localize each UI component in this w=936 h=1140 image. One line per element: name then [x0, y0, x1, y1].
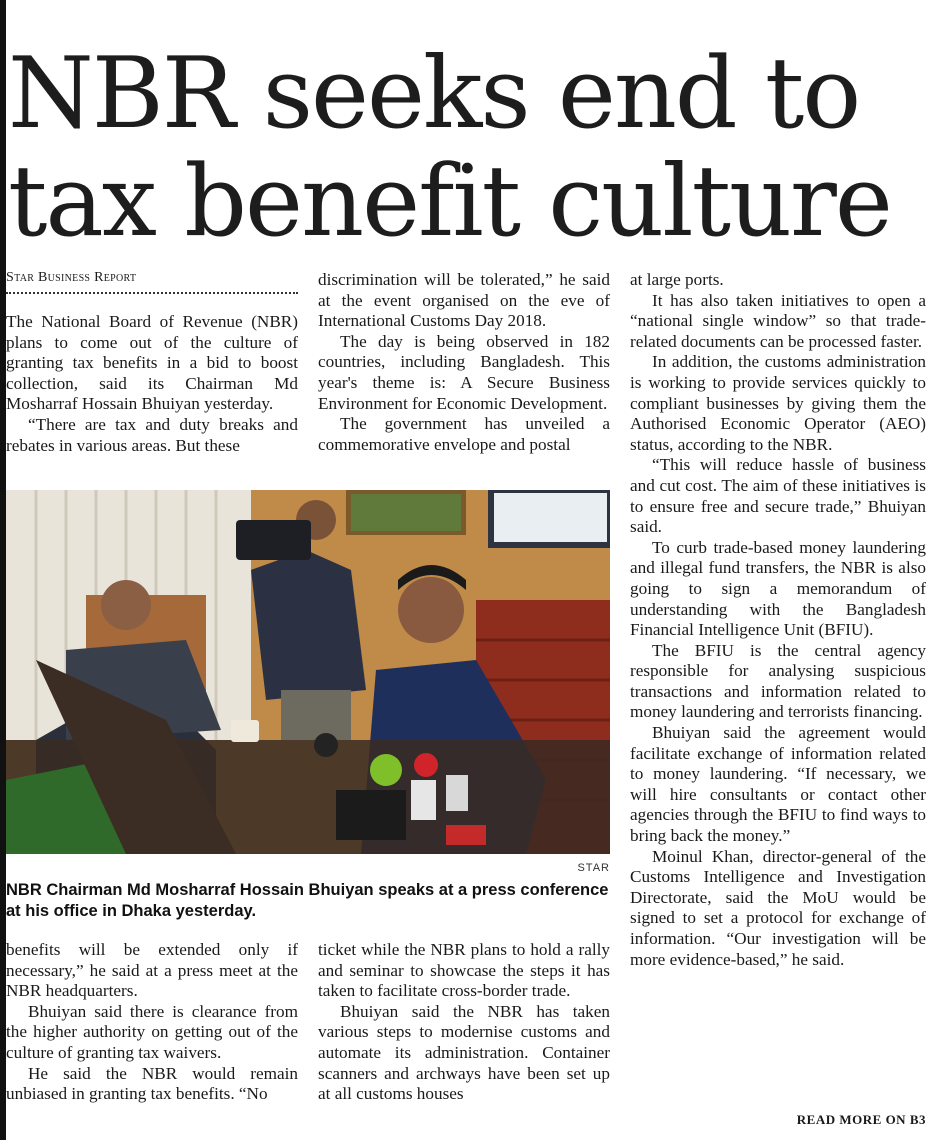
read-more-link[interactable]: READ MORE ON B3 — [796, 1112, 926, 1127]
paragraph: Bhuiyan said the agreement would facilitate exchange of information related to money laundering. “If necessary, we will hire consultants or contact other agencies through the BFIU to find ways to bring back the money.” — [630, 723, 926, 846]
column-3 — [630, 270, 926, 970]
paragraph: The National Board of Revenue (NBR) plans to come out of the culture of granting tax benefits in a bid to boost collection, said its Chairman Md Mosharraf Hossain Bhuiyan yesterday. — [6, 312, 298, 414]
photo-credit: STAR — [577, 862, 610, 874]
photo-caption: NBR Chairman Md Mosharraf Hossain Bhuiyan speaks at a press conference at his office in Dhaka yesterday. — [6, 881, 609, 920]
paragraph: at large ports. — [630, 270, 724, 289]
column-1-top — [6, 312, 298, 456]
column-2-top — [318, 270, 610, 455]
paragraph: Bhuiyan said the NBR has taken various steps to modernise customs and automate its administration. Container scanners and archways have been set up at all customs houses — [318, 1001, 610, 1104]
paragraph: In addition, the customs administration is working to provide services quickly to compliant businesses by giving them the Authorised Economic Operator (AEO) status, according to the NBR. — [630, 352, 926, 454]
column-2-bottom — [318, 940, 610, 1105]
paragraph: benefits will be extended only if necessary,” he said at a press meet at the NBR headquarters. — [6, 940, 298, 1001]
photo-illustration — [6, 490, 610, 854]
paragraph: To curb trade-based money laundering and illegal fund transfers, the NBR is also going to sign a memorandum of understanding with the Bangladesh Financial Intelligence Unit (BFIU). — [630, 537, 926, 640]
headline: NBR seeks end to tax benefit culture — [8, 37, 891, 259]
paragraph: discrimination will be tolerated,” he said at the event organised on the eve of International Customs Day 2018. — [318, 270, 610, 331]
paragraph: “There are tax and duty breaks and rebates in various areas. But these — [6, 414, 298, 455]
paragraph: It has also taken initiatives to open a “national single window” so that trade-related documents can be processed faster. — [630, 290, 926, 351]
paragraph: The government has unveiled a commemorative envelope and postal — [318, 414, 610, 454]
column-1-bottom — [6, 940, 298, 1105]
press-conference-photo — [6, 490, 610, 854]
paragraph: ticket while the NBR plans to hold a rally and seminar to showcase the steps it has taken to facilitate cross-border trade. — [318, 940, 610, 1001]
paragraph: Bhuiyan said there is clearance from the higher authority on getting out of the culture of granting tax waivers. — [6, 1001, 298, 1062]
paragraph: He said the NBR would remain unbiased in granting tax benefits. “No — [6, 1063, 298, 1104]
paragraph: Moinul Khan, director-general of the Customs Intelligence and Investigation Directorate, said the MoU would be signed to set a protocol for exchange of information. “Our investigation will be more evidence-based,” he said. — [630, 846, 926, 969]
byline: Star Business Report — [6, 270, 298, 294]
paragraph: The BFIU is the central agency responsible for analysing suspicious transactions and information related to money laundering and terrorists financing. — [630, 640, 926, 722]
paragraph: The day is being observed in 182 countries, including Bangladesh. This year's theme is: A Secure Business Environment for Economic Development. — [318, 331, 610, 413]
paragraph: “This will reduce hassle of business and cut cost. The aim of these initiatives is to ensure free and secure trade,” Bhuiyan said. — [630, 455, 926, 537]
